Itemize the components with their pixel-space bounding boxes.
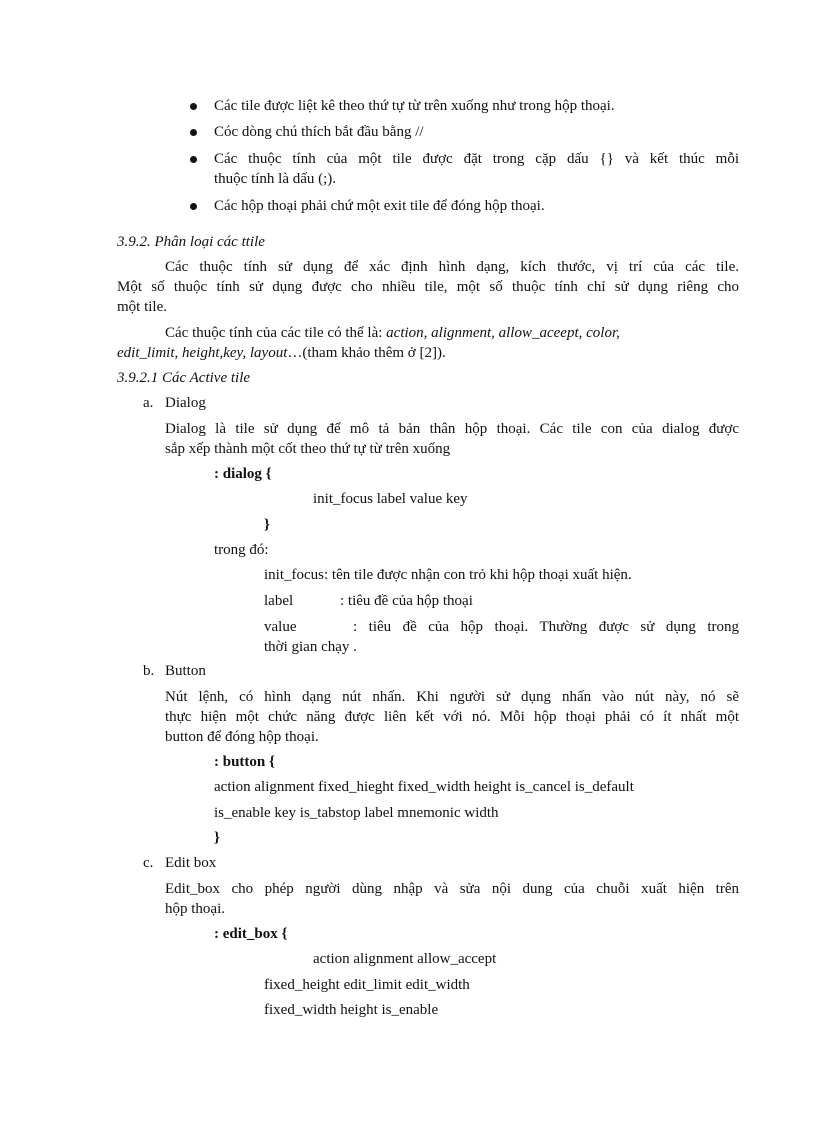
code-close: } bbox=[264, 517, 270, 533]
item-title: Button bbox=[165, 663, 206, 679]
bullet-icon bbox=[190, 203, 197, 210]
definition: init_focus: tên tile được nhận con trỏ khi hộp thoại xuất hiện. bbox=[264, 567, 632, 583]
paragraph-line: Edit_box cho phép người dùng nhập và sửa nội dung của chuỗi xuất hiện trên bbox=[165, 881, 739, 897]
code-open: : dialog { bbox=[214, 466, 272, 482]
paragraph-line: button để đóng hộp thoại. bbox=[165, 729, 319, 745]
code-close: } bbox=[214, 830, 220, 846]
list-marker: a. bbox=[143, 395, 154, 411]
list-marker: b. bbox=[143, 663, 155, 679]
bullet-item: Các hộp thoại phải chứ một exit tile để đóng hộp thoại. bbox=[214, 198, 545, 214]
paragraph-line: Các thuộc tính sử dụng để xác định hình dạng, kích thước, vị trí của các tile. bbox=[165, 259, 739, 275]
bullet-icon bbox=[190, 156, 197, 163]
paragraph-line: Nút lệnh, có hình dạng nút nhấn. Khi người sử dụng nhấn vào nút này, nó sẽ bbox=[165, 689, 739, 705]
paragraph-line: thực hiện một chức năng được liên kết với nó. Mỗi hộp thoại phải có ít nhất một bbox=[165, 709, 739, 725]
code-open: : button { bbox=[214, 754, 275, 770]
code-attributes: fixed_width height is_enable bbox=[264, 1002, 439, 1018]
item-title: Edit box bbox=[165, 855, 217, 871]
definition-value: : tiêu đề của hộp thoại bbox=[340, 593, 473, 609]
definition-value: : tiêu đề của hộp thoại. Thường được sử dụng trong bbox=[353, 619, 739, 635]
where-label: trong đó: bbox=[214, 542, 269, 558]
subsection-heading: 3.9.2.1 Các Active tile bbox=[117, 370, 251, 386]
bullet-item-continuation: thuộc tính là dấu (;). bbox=[214, 171, 337, 187]
list-marker: c. bbox=[143, 855, 154, 871]
paragraph-line: sắp xếp thành một cốt theo thứ tự từ trên xuống bbox=[165, 441, 451, 457]
item-title: Dialog bbox=[165, 395, 206, 411]
bullet-icon bbox=[190, 103, 197, 110]
bullet-icon bbox=[190, 129, 197, 136]
attribute-list: edit_limit, height,key, layout bbox=[117, 345, 288, 361]
bullet-item: Cóc dòng chú thích bắt đầu bằng // bbox=[214, 124, 424, 140]
section-heading: 3.9.2. Phân loại các ttile bbox=[117, 234, 265, 250]
paragraph-text: Các thuộc tính của các tile có thể là: bbox=[165, 325, 387, 341]
code-attributes: is_enable key is_tabstop label mnemonic width bbox=[214, 805, 499, 821]
paragraph-line: Một số thuộc tính sử dụng được cho nhiều tile, một số thuộc tính chỉ sử dụng riêng cho bbox=[117, 279, 739, 295]
code-attributes: action alignment allow_accept bbox=[313, 951, 497, 967]
code-attributes: init_focus label value key bbox=[313, 491, 468, 507]
paragraph-line bbox=[117, 344, 446, 362]
paragraph-line: hộp thoại. bbox=[165, 901, 225, 917]
paragraph-line: một tile. bbox=[117, 299, 167, 315]
attribute-list: action, alignment, allow_aceept, color, bbox=[386, 325, 620, 341]
definition-key: value bbox=[264, 619, 297, 635]
code-attributes: action alignment fixed_hieght fixed_width height is_cancel is_default bbox=[214, 779, 634, 795]
paragraph-line bbox=[165, 324, 620, 342]
definition-continuation: thời gian chạy . bbox=[264, 639, 357, 655]
bullet-item: Các tile được liệt kê theo thứ tự từ trên xuống như trong hộp thoại. bbox=[214, 98, 615, 114]
paragraph-line: Dialog là tile sử dụng để mô tả bản thân hộp thoại. Các tile con của dialog được bbox=[165, 421, 739, 437]
bullet-item: Các thuộc tính của một tile được đặt trong cặp dấu {} và kết thúc mỗi bbox=[214, 151, 739, 167]
definition-key: label bbox=[264, 593, 294, 609]
code-attributes: fixed_height edit_limit edit_width bbox=[264, 977, 470, 993]
code-open: : edit_box { bbox=[214, 926, 288, 942]
paragraph-text: …(tham khảo thêm ở [2]). bbox=[287, 345, 446, 361]
